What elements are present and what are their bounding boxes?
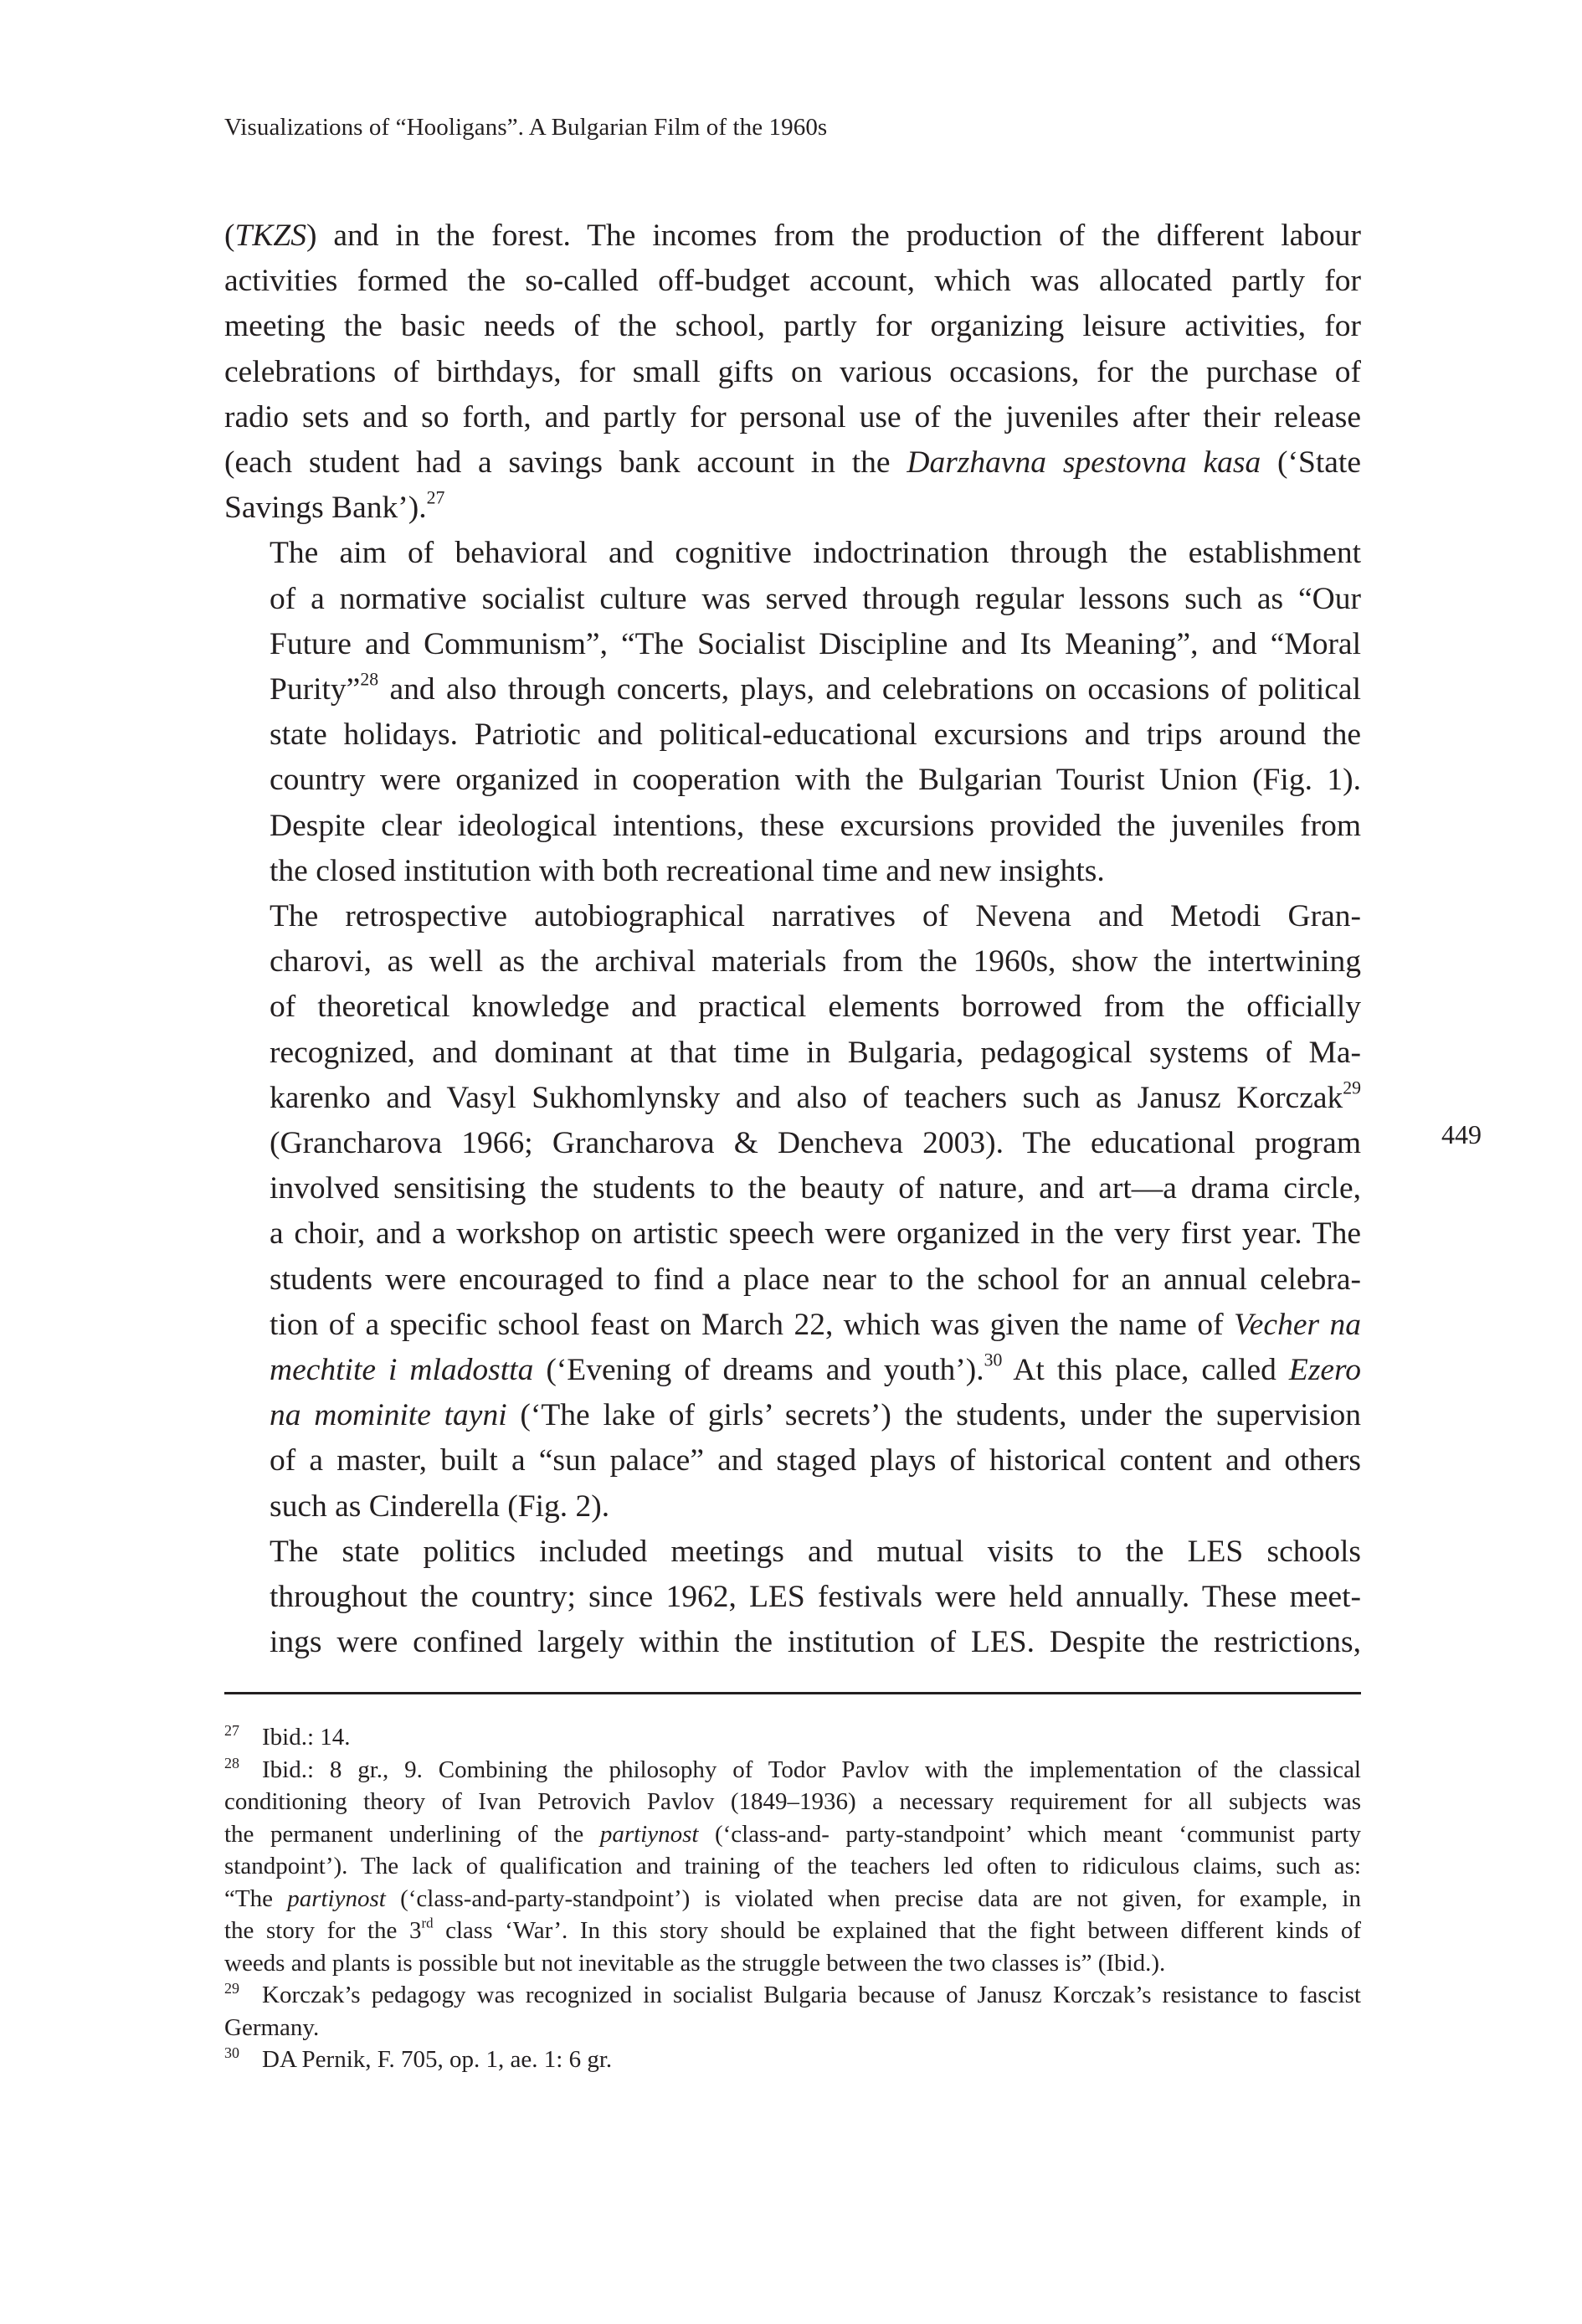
text-run: Future and Communism”, “The Socialist Discipline and Its Meaning”, and “Moral bbox=[270, 626, 1361, 661]
footnote-line: 28 Ibid.: 8 gr., 9. Combining the philosophy of Todor Pavlov with the implementation of the classical bbox=[224, 1754, 1361, 1783]
text-run: ) and in the forest. The incomes from the production of the different labour bbox=[306, 219, 1361, 253]
text-run: Korczak’s pedagogy was recognized in socialist Bulgaria because of Janusz Korczak’s resistance to fascist bbox=[262, 1982, 1361, 2008]
text-run: the permanent underlining of the bbox=[224, 1820, 600, 1848]
text-line bbox=[224, 304, 1361, 349]
paragraph bbox=[224, 213, 1361, 531]
text-line bbox=[224, 894, 1361, 939]
footnote-line bbox=[224, 1786, 1361, 1818]
text-line bbox=[224, 1211, 1361, 1257]
text-run: state holidays. Patriotic and political-educational excursions and trips around the bbox=[270, 717, 1361, 753]
footnote-line: 27 Ibid.: 14. bbox=[224, 1722, 351, 1751]
running-head: Visualizations of “Hooligans”. A Bulgarian Film of the 1960s bbox=[224, 114, 828, 141]
text-line bbox=[224, 1031, 1361, 1076]
text-run: class ‘War’. In this story should be explained that the fight between different kinds of bbox=[433, 1917, 1361, 1944]
text-run: Purity” bbox=[270, 672, 361, 707]
text-run: the story for the 3 bbox=[224, 1917, 422, 1944]
text-line bbox=[224, 350, 1361, 395]
text-run: throughout the country; since 1962, LES festivals were held annually. These meet- bbox=[270, 1580, 1361, 1615]
text-run: conditioning theory of Ivan Petrovich Pavlov (1849–1936) a necessary requirement for all subjects was bbox=[224, 1788, 1361, 1815]
text-line bbox=[224, 1257, 1361, 1303]
footnotes bbox=[224, 1721, 1361, 2076]
text-run: involved sensitising the students to the beauty of nature, and art—a drama circle, bbox=[270, 1171, 1361, 1206]
text-run: (Grancharova 1966; Grancharova & Dencheva 2003). The educational program bbox=[270, 1126, 1361, 1161]
text-run: ( bbox=[224, 219, 235, 253]
text-line bbox=[224, 577, 1361, 622]
text-line bbox=[224, 1530, 1361, 1575]
footnote bbox=[224, 1721, 1361, 1754]
text-run: country were organized in cooperation with the Bulgarian Tourist Union (Fig. 1). bbox=[270, 763, 1361, 798]
text-line bbox=[224, 1166, 1361, 1211]
footnote-ref: 27 bbox=[426, 487, 445, 508]
text-line bbox=[224, 667, 1361, 712]
text-line bbox=[224, 1303, 1361, 1348]
footnote-line bbox=[224, 1915, 1361, 1947]
italic-term: mechtite i mladostta bbox=[270, 1353, 534, 1388]
text-run: (each student had a savings bank account in the bbox=[224, 445, 907, 481]
footnote-ref: 29 bbox=[1343, 1077, 1361, 1098]
text-run: Ibid.: 8 gr., 9. Combining the philosophy of Todor Pavlov with the implementation of the classical bbox=[262, 1756, 1361, 1783]
footnote-line bbox=[224, 1883, 1361, 1915]
text-line bbox=[224, 622, 1361, 667]
text-line bbox=[224, 531, 1361, 576]
text-line bbox=[224, 395, 1361, 440]
text-run: The aim of behavioral and cognitive indoctrination through the establishment bbox=[270, 536, 1361, 571]
footnote-line bbox=[224, 1818, 1361, 1851]
text-run: The retrospective autobiographical narratives of Nevena and Metodi Gran- bbox=[270, 899, 1361, 934]
text-run: celebrations of birthdays, for small gifts on various occasions, for the purchase of bbox=[224, 354, 1361, 389]
text-line bbox=[224, 758, 1361, 803]
text-line bbox=[224, 1484, 1361, 1530]
text-run: radio sets and so forth, and partly for personal use of the juveniles after their release bbox=[224, 399, 1361, 434]
italic-term: na mominite tayni bbox=[270, 1398, 507, 1433]
text-run: The state politics included meetings and mutual visits to the LES schools bbox=[270, 1534, 1361, 1569]
paragraph bbox=[224, 1530, 1361, 1666]
text-run: (‘Evening of dreams and youth’). bbox=[533, 1353, 984, 1388]
italic-term: Darzhavna spestovna kasa bbox=[907, 445, 1261, 481]
text-line bbox=[224, 985, 1361, 1030]
text-run: recognized, and dominant at that time in Bulgaria, pedagogical systems of Ma- bbox=[270, 1035, 1361, 1070]
text-line bbox=[224, 1348, 1361, 1393]
text-run: activities formed the so-called off-budget account, which was allocated partly for bbox=[224, 264, 1361, 299]
text-line bbox=[224, 1076, 1361, 1121]
footnote bbox=[224, 1979, 1361, 2044]
footnote bbox=[224, 1754, 1361, 1980]
text-run: At this place, called bbox=[1002, 1353, 1289, 1388]
italic-term: partiynost bbox=[599, 1820, 699, 1848]
footnote-line bbox=[224, 2012, 1361, 2044]
footnote-line bbox=[224, 1850, 1361, 1883]
footnote-line: 29 Korczak’s pedagogy was recognized in socialist Bulgaria because of Janusz Korczak’s resistance to fascist bbox=[224, 1980, 1361, 2008]
footnote-line bbox=[224, 1947, 1361, 1980]
text-line bbox=[224, 1575, 1361, 1620]
text-line bbox=[224, 1121, 1361, 1166]
text-run: (‘class-and- party-standpoint’ which meant ‘communist party bbox=[698, 1820, 1361, 1848]
text-run: “The bbox=[224, 1884, 288, 1912]
text-run: and also through concerts, plays, and celebrations on occasions of political bbox=[378, 672, 1361, 707]
text-run: (‘State bbox=[1261, 445, 1361, 481]
text-line bbox=[224, 849, 1361, 894]
text-run: (‘class-and-party-standpoint’) is violated when precise data are not given, for example, in bbox=[385, 1884, 1361, 1912]
text-run: Ibid.: 14. bbox=[262, 1724, 351, 1751]
text-run: the closed institution with both recreational time and new insights. bbox=[270, 853, 1105, 888]
text-run: of a master, built a “sun palace” and staged plays of historical content and others bbox=[270, 1443, 1361, 1478]
body-text bbox=[224, 213, 1361, 1666]
text-line bbox=[224, 486, 1361, 531]
page-number: 449 bbox=[1441, 1119, 1482, 1149]
text-run: Savings Bank’). bbox=[224, 491, 427, 526]
footnote-line: 30 DA Pernik, F. 705, op. 1, ae. 1: 6 gr. bbox=[224, 2044, 613, 2073]
footnote-separator-rule bbox=[224, 1692, 1361, 1694]
text-run: (‘The lake of girls’ secrets’) the students, under the supervision bbox=[506, 1398, 1362, 1433]
text-line bbox=[224, 213, 1361, 259]
text-line bbox=[224, 804, 1361, 849]
text-run: karenko and Vasyl Sukhomlynsky and also of teachers such as Janusz Korczak bbox=[270, 1080, 1343, 1115]
text-run: ings were confined largely within the institution of LES. Despite the restrictions, bbox=[270, 1625, 1361, 1660]
text-run: meeting the basic needs of the school, partly for organizing leisure activities, for bbox=[224, 309, 1361, 344]
text-run: of a normative socialist culture was served through regular lessons such as “Our bbox=[270, 581, 1361, 616]
text-line bbox=[224, 1438, 1361, 1483]
paragraph bbox=[224, 894, 1361, 1530]
text-line bbox=[224, 1393, 1361, 1438]
footnote bbox=[224, 2044, 1361, 2076]
footnote-ref: 28 bbox=[360, 669, 379, 690]
text-run: charovi, as well as the archival materials from the 1960s, show the intertwining bbox=[270, 944, 1361, 979]
text-line bbox=[224, 440, 1361, 486]
text-run: students were encouraged to find a place near to the school for an annual celebra- bbox=[270, 1262, 1361, 1297]
italic-term: Ezero bbox=[1288, 1353, 1362, 1388]
text-run: such as Cinderella (Fig. 2). bbox=[270, 1488, 610, 1524]
text-run: Despite clear ideological intentions, these excursions provided the juveniles from bbox=[270, 808, 1361, 843]
paragraph bbox=[224, 531, 1361, 894]
italic-term: partiynost bbox=[287, 1884, 386, 1912]
text-run: Germany. bbox=[224, 2013, 320, 2041]
text-run: tion of a specific school feast on March 22, which was given the name of bbox=[270, 1307, 1235, 1342]
italic-term: TKZS bbox=[234, 219, 306, 253]
italic-term: Vecher na bbox=[1234, 1307, 1362, 1342]
footnote-ref: rd bbox=[421, 1915, 434, 1931]
text-run: standpoint’). The lack of qualification and training of the teachers led often to ridiculous claims, such as: bbox=[224, 1853, 1361, 1879]
text-run: of theoretical knowledge and practical elements borrowed from the officially bbox=[270, 990, 1361, 1025]
text-line bbox=[224, 259, 1361, 304]
text-run: DA Pernik, F. 705, op. 1, ae. 1: 6 gr. bbox=[262, 2046, 613, 2073]
footnote-ref: 30 bbox=[984, 1350, 1003, 1370]
text-line bbox=[224, 712, 1361, 758]
text-line bbox=[224, 939, 1361, 985]
text-run: a choir, and a workshop on artistic speech were organized in the very first year. The bbox=[270, 1216, 1361, 1252]
text-line bbox=[224, 1620, 1361, 1665]
text-run: weeds and plants is possible but not inevitable as the struggle between the two classes is” (Ibid.). bbox=[224, 1949, 1166, 1977]
